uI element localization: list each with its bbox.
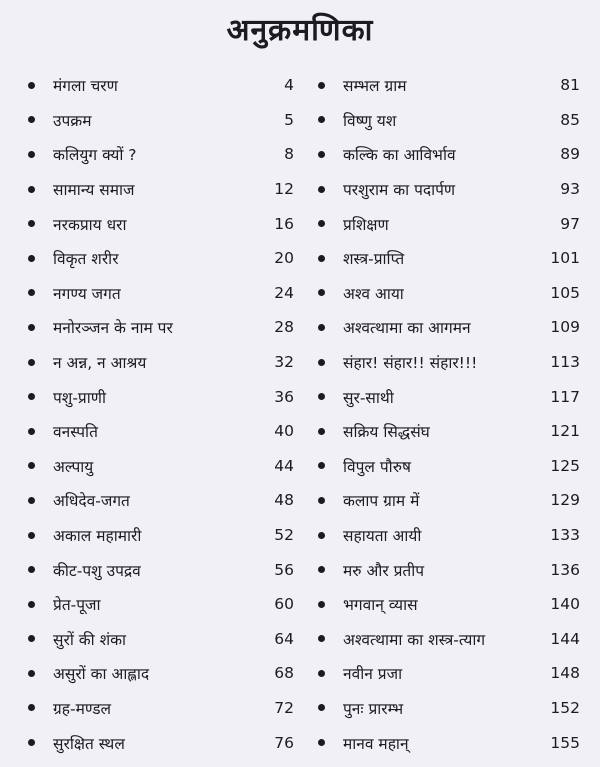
toc-entry-title: असुरों का आह्लाद: [53, 665, 150, 684]
toc-entry-title: पशु-प्राणी: [53, 388, 106, 407]
toc-entry: [28, 552, 294, 587]
toc-entry-title: मानव महान्: [343, 734, 409, 753]
toc-entry-title: ग्रह-मण्डल: [53, 699, 111, 718]
toc-entry: [318, 725, 580, 760]
toc-entry: [318, 552, 580, 587]
bullet-icon: [318, 532, 325, 539]
toc-entry-page: 85: [560, 110, 580, 129]
toc-entry-page: 32: [274, 353, 294, 372]
toc-entry: [318, 587, 580, 622]
toc-entry-title: कलियुग क्यों ?: [53, 146, 137, 165]
toc-entry-page: 64: [274, 629, 294, 648]
toc-entry-title: कीट-पशु उपद्रव: [53, 561, 141, 580]
bullet-icon: [318, 601, 325, 608]
bullet-icon: [28, 670, 35, 677]
bullet-icon: [318, 739, 325, 746]
toc-entry-page: 133: [550, 526, 580, 545]
toc-entry: [28, 276, 294, 311]
toc-entry-page: 105: [550, 283, 580, 302]
bullet-icon: [28, 186, 35, 193]
toc-entry-page: 93: [560, 180, 580, 199]
toc-entry: [318, 276, 580, 311]
toc-entry-page: 44: [274, 456, 294, 475]
toc-entry-page: 148: [550, 664, 580, 683]
toc-entry-page: 140: [550, 595, 580, 614]
toc-entry-title: सुरक्षित स्थल: [53, 734, 125, 753]
bullet-icon: [28, 428, 35, 435]
toc-entry-page: 144: [550, 629, 580, 648]
toc-entry-title: मंगला चरण: [53, 77, 118, 96]
toc-entry-title: नवीन प्रजा: [343, 665, 403, 684]
bullet-icon: [28, 601, 35, 608]
toc-entry-page: 155: [550, 733, 580, 752]
bullet-icon: [318, 704, 325, 711]
toc-entry-title: संहार! संहार!! संहार!!!: [343, 354, 478, 373]
toc-entry-page: 20: [274, 249, 294, 268]
bullet-icon: [318, 462, 325, 469]
bullet-icon: [28, 220, 35, 227]
toc-entry: [318, 68, 580, 103]
toc-entry-title: प्रशिक्षण: [343, 215, 389, 234]
toc-entry: [318, 449, 580, 484]
toc-entry-page: 56: [274, 560, 294, 579]
toc-entry-page: 52: [274, 526, 294, 545]
toc-entry-page: 89: [560, 145, 580, 164]
toc-entry-page: 5: [284, 110, 294, 129]
toc-entry-page: 152: [550, 698, 580, 717]
bullet-icon: [28, 462, 35, 469]
bullet-icon: [318, 635, 325, 642]
toc-entry-title: पुनः प्रारम्भ: [343, 699, 404, 718]
toc-entry-page: 125: [550, 456, 580, 475]
toc-entry-title: सामान्य समाज: [53, 181, 135, 200]
toc-entry-page: 101: [550, 249, 580, 268]
toc-entry-title: कल्कि का आविर्भाव: [343, 146, 456, 165]
toc-entry: [318, 241, 580, 276]
toc-entry-title: परशुराम का पदार्पण: [343, 181, 456, 200]
toc-entry-title: अश्व आया: [343, 284, 404, 303]
toc-entry: [28, 137, 294, 172]
toc-entry: [28, 622, 294, 657]
toc-entry-title: मनोरञ्जन के नाम पर: [53, 319, 173, 338]
toc-entry: [318, 379, 580, 414]
bullet-icon: [318, 82, 325, 89]
toc-entry: [28, 68, 294, 103]
bullet-icon: [318, 566, 325, 573]
bullet-icon: [318, 324, 325, 331]
toc-entry-title: विपुल पौरुष: [343, 457, 411, 476]
bullet-icon: [318, 255, 325, 262]
toc-column-left: [28, 68, 294, 760]
toc-entry: [28, 172, 294, 207]
toc-entry-title: अश्वत्थामा का शस्त्र-त्याग: [343, 630, 486, 649]
toc-entry-page: 60: [274, 595, 294, 614]
toc-entry-title: न अन्न, न आश्रय: [53, 354, 147, 373]
toc-entry: [28, 483, 294, 518]
toc-entry-title: कलाप ग्राम में: [343, 492, 420, 511]
page-title: अनुक्रमणिका: [226, 13, 374, 48]
toc-entry-page: 121: [550, 422, 580, 441]
toc-entry-page: 129: [550, 491, 580, 510]
toc-entry-page: 4: [284, 76, 294, 95]
toc-entry: [28, 379, 294, 414]
toc-entry: [28, 518, 294, 553]
toc-entry-title: सहायता आयी: [343, 527, 422, 546]
toc-entry: [318, 518, 580, 553]
bullet-icon: [28, 289, 35, 296]
toc-entry-page: 12: [274, 180, 294, 199]
toc-entry-page: 113: [550, 353, 580, 372]
toc-column-right: [318, 68, 580, 760]
bullet-icon: [28, 359, 35, 366]
bullet-icon: [28, 82, 35, 89]
toc-entry-page: 136: [550, 560, 580, 579]
toc-entry-page: 109: [550, 318, 580, 337]
bullet-icon: [28, 497, 35, 504]
toc-entry: [318, 206, 580, 241]
bullet-icon: [28, 704, 35, 711]
toc-entry-title: सम्भल ग्राम: [343, 77, 407, 96]
bullet-icon: [318, 289, 325, 296]
toc-entry-title: नगण्य जगत: [53, 284, 121, 303]
toc-entry: [318, 656, 580, 691]
bullet-icon: [28, 635, 35, 642]
toc-entry: [318, 137, 580, 172]
toc-entry: [318, 103, 580, 138]
toc-entry-title: विष्णु यश: [343, 111, 397, 130]
toc-entry: [28, 103, 294, 138]
toc-entry: [28, 725, 294, 760]
toc-entry: [318, 414, 580, 449]
toc-entry-title: सुर-साथी: [343, 388, 394, 407]
toc-entry-page: 72: [274, 698, 294, 717]
toc-entry-page: 117: [550, 387, 580, 406]
toc-entry-title: प्रेत-पूजा: [53, 596, 101, 615]
toc-entry-page: 81: [560, 76, 580, 95]
bullet-icon: [318, 359, 325, 366]
toc-entry: [318, 310, 580, 345]
toc-entry-page: 48: [274, 491, 294, 510]
toc-entry-page: 28: [274, 318, 294, 337]
toc-entry-title: मरु और प्रतीप: [343, 561, 425, 580]
toc-entry-page: 40: [274, 422, 294, 441]
bullet-icon: [318, 428, 325, 435]
bullet-icon: [28, 151, 35, 158]
toc-entry: [318, 483, 580, 518]
toc-entry-page: 8: [284, 145, 294, 164]
toc-entry-title: उपक्रम: [53, 111, 92, 130]
bullet-icon: [28, 255, 35, 262]
toc-entry-title: वनस्पति: [53, 423, 98, 442]
bullet-icon: [28, 324, 35, 331]
toc-entry: [318, 622, 580, 657]
toc-entry: [28, 414, 294, 449]
bullet-icon: [28, 393, 35, 400]
toc-entry: [318, 691, 580, 726]
toc-entry: [28, 345, 294, 380]
bullet-icon: [28, 739, 35, 746]
toc-entry-title: सुरों की शंका: [53, 630, 127, 649]
bullet-icon: [318, 116, 325, 123]
toc-entry: [28, 241, 294, 276]
toc-entry-page: 36: [274, 387, 294, 406]
toc-entry-page: 97: [560, 214, 580, 233]
toc-entry: [318, 345, 580, 380]
toc-entry-title: नरकप्राय धरा: [53, 215, 127, 234]
toc-entry: [28, 310, 294, 345]
toc-entry-title: अल्पायु: [53, 457, 94, 476]
toc-entry-page: 24: [274, 283, 294, 302]
toc-entry-title: अधिदेव-जगत: [53, 492, 130, 511]
bullet-icon: [318, 497, 325, 504]
bullet-icon: [28, 532, 35, 539]
toc-entry-title: सक्रिय सिद्धसंघ: [343, 423, 430, 442]
toc-entry: [28, 691, 294, 726]
toc-entry: [28, 656, 294, 691]
toc-entry-title: भगवान् व्यास: [343, 596, 418, 615]
bullet-icon: [318, 220, 325, 227]
toc-entry-title: शस्त्र-प्राप्ति: [343, 250, 405, 269]
toc-entry: [28, 449, 294, 484]
bullet-icon: [28, 566, 35, 573]
toc-entry-page: 68: [274, 664, 294, 683]
bullet-icon: [318, 186, 325, 193]
toc-entry-page: 16: [274, 214, 294, 233]
toc-entry-title: अश्वत्थामा का आगमन: [343, 319, 471, 338]
toc-entry: [28, 206, 294, 241]
toc-entry-title: विकृत शरीर: [53, 250, 119, 269]
toc-entry-page: 76: [274, 733, 294, 752]
bullet-icon: [318, 151, 325, 158]
toc-entry: [318, 172, 580, 207]
toc-entry: [28, 587, 294, 622]
bullet-icon: [28, 116, 35, 123]
bullet-icon: [318, 670, 325, 677]
bullet-icon: [318, 393, 325, 400]
toc-entry-title: अकाल महामारी: [53, 527, 142, 546]
